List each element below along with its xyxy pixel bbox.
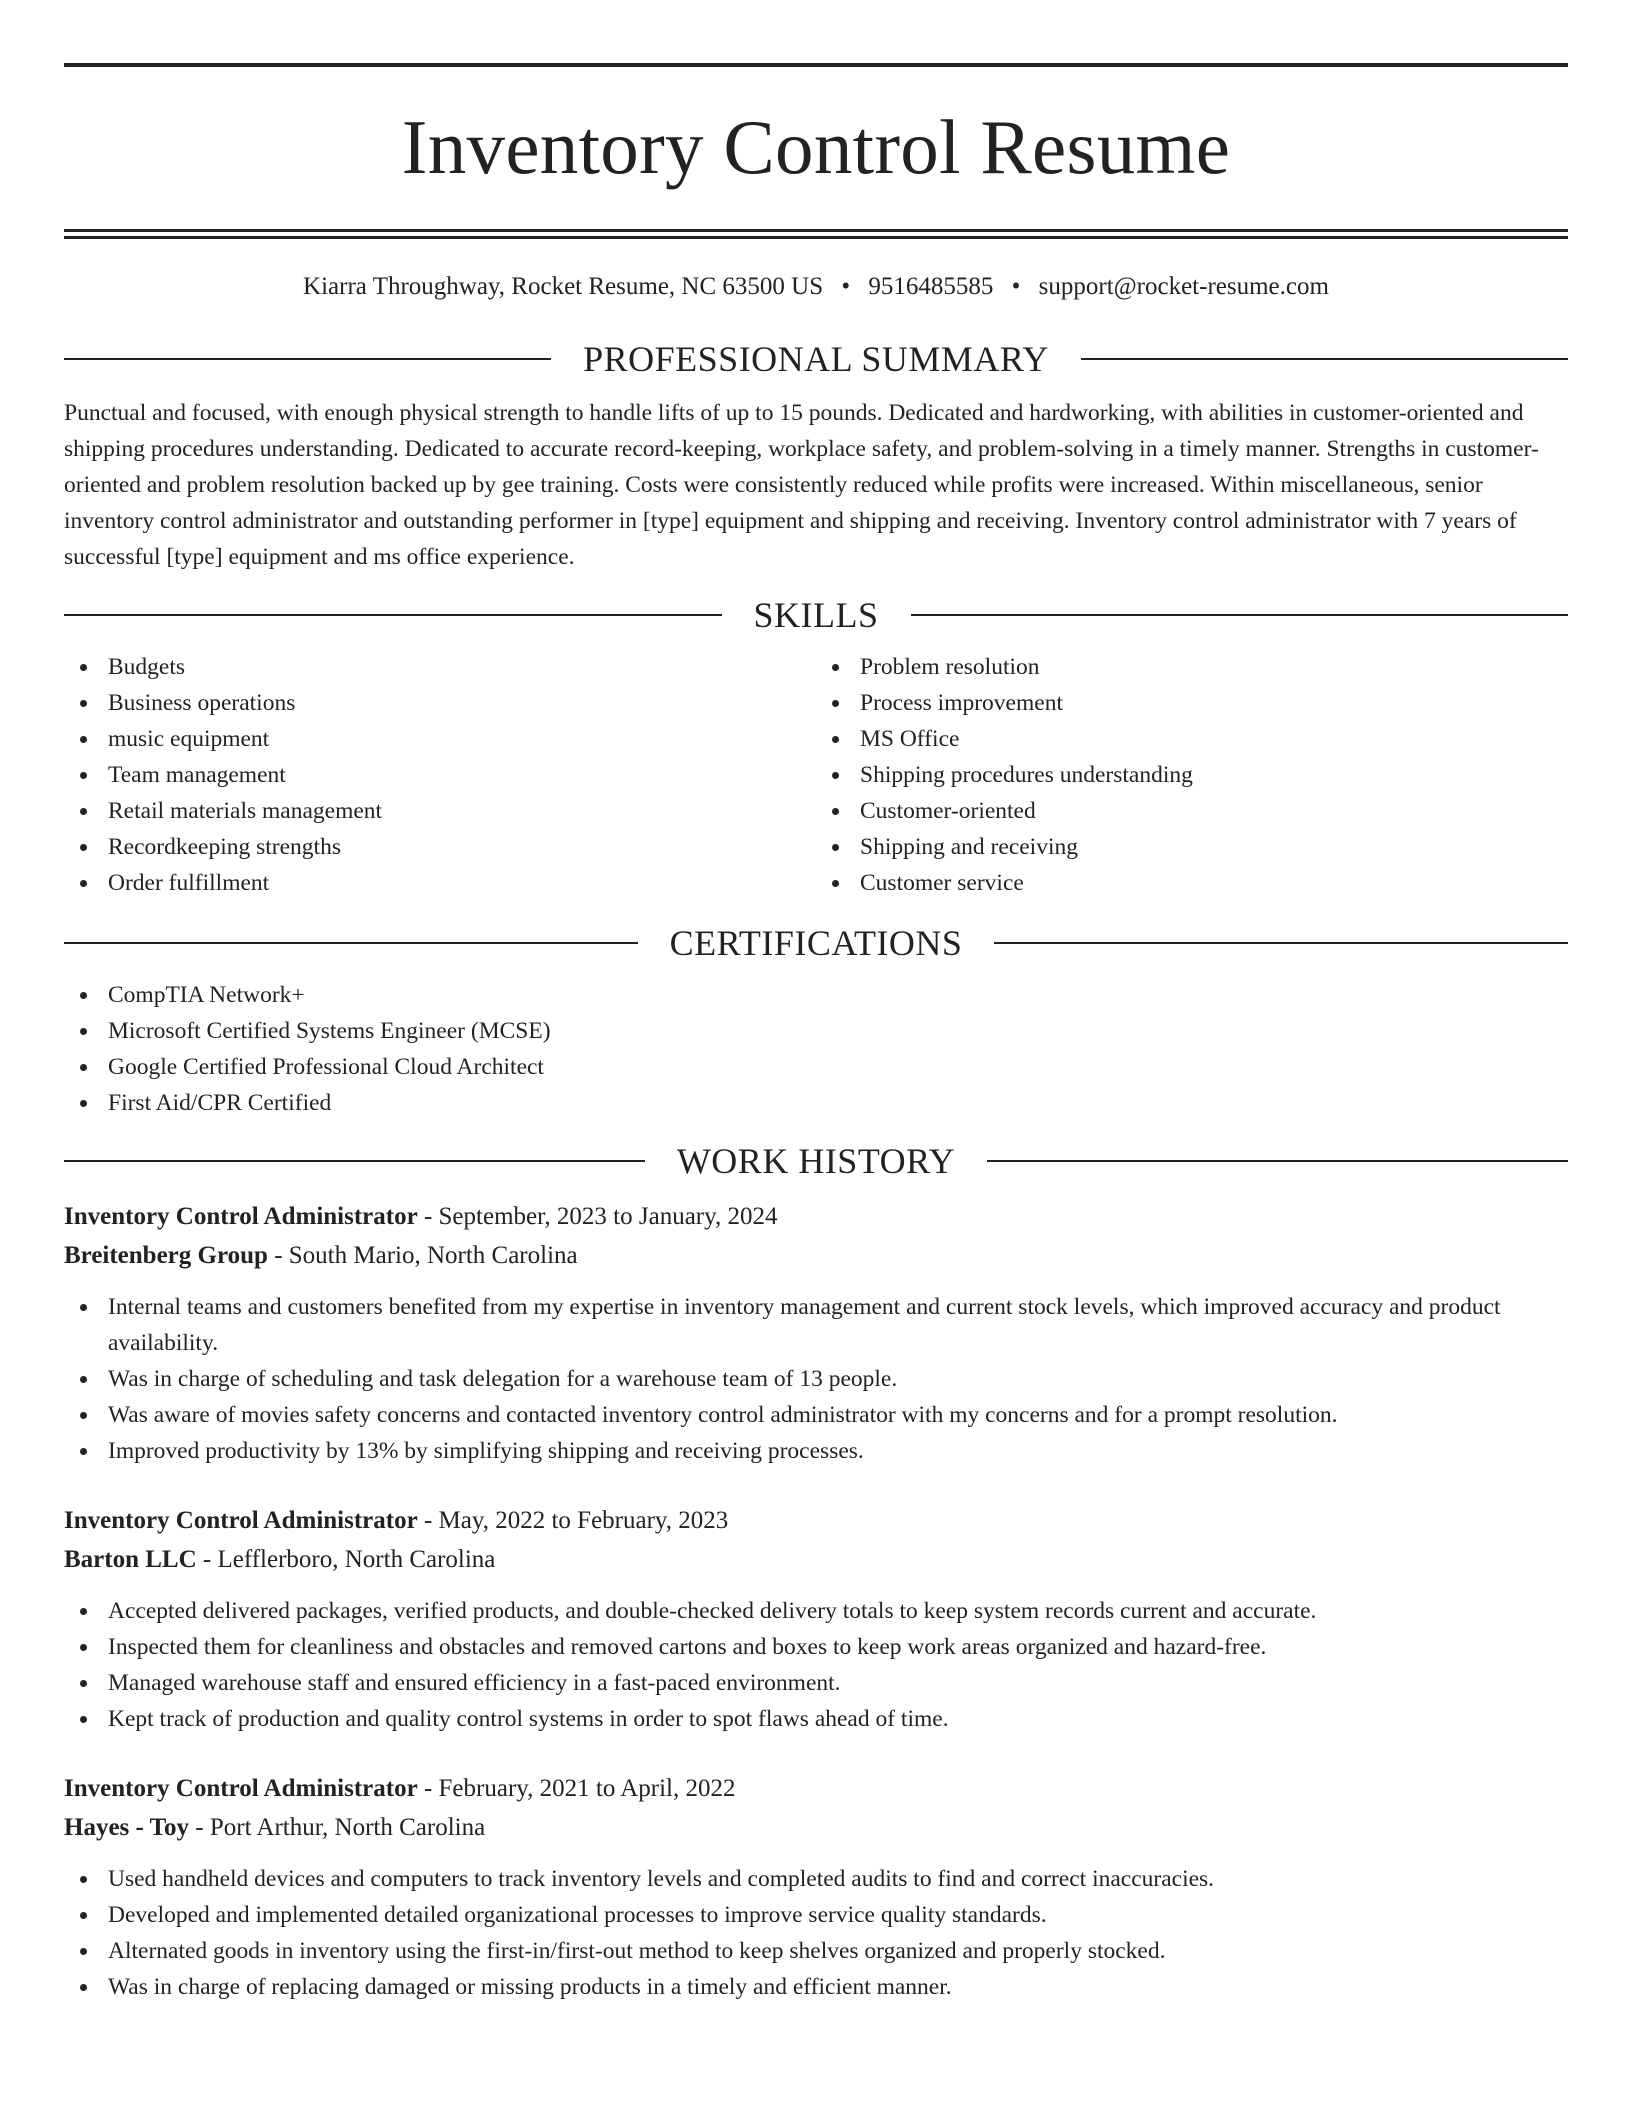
- certification-item: Microsoft Certified Systems Engineer (MCSE): [64, 1013, 1568, 1049]
- section-title: SKILLS: [753, 595, 879, 635]
- skill-item: Retail materials management: [64, 793, 816, 829]
- section-title: WORK HISTORY: [676, 1141, 956, 1181]
- skill-item: Budgets: [64, 649, 816, 685]
- job-entry: [64, 1501, 1568, 1737]
- skills-column-left: [64, 649, 816, 901]
- job-title-line: [64, 1501, 1568, 1540]
- heading-rule: [994, 942, 1568, 944]
- job-duties: [64, 1289, 1568, 1469]
- skill-item: Team management: [64, 757, 816, 793]
- title-double-rule: [64, 229, 1568, 239]
- job-company: Barton LLC: [64, 1546, 197, 1573]
- contact-phone: 9516485585: [868, 273, 994, 300]
- job-company-line: [64, 1808, 1568, 1847]
- skills-list: [64, 649, 1568, 901]
- contact-email: support@rocket-resume.com: [1038, 273, 1329, 300]
- work-history-section-heading: [64, 1139, 1568, 1183]
- skill-item: music equipment: [64, 721, 816, 757]
- job-title: Inventory Control Administrator: [64, 1775, 418, 1802]
- skill-item: Business operations: [64, 685, 816, 721]
- job-title: Inventory Control Administrator: [64, 1507, 418, 1534]
- skill-item: Order fulfillment: [64, 865, 816, 901]
- job-duty: Used handheld devices and computers to track inventory levels and completed audits to find and correct inaccuracies.: [64, 1861, 1568, 1897]
- job-duties: [64, 1861, 1568, 2005]
- heading-rule: [64, 358, 551, 360]
- job-duty: Was in charge of replacing damaged or missing products in a timely and efficient manner.: [64, 1969, 1568, 2005]
- job-title-line: [64, 1769, 1568, 1808]
- job-duties: [64, 1593, 1568, 1737]
- summary-section-heading: [64, 337, 1568, 381]
- job-dates: - May, 2022 to February, 2023: [417, 1507, 729, 1534]
- contact-separator: •: [1011, 273, 1021, 300]
- heading-rule: [911, 614, 1569, 616]
- contact-address: Kiarra Throughway, Rocket Resume, NC 63500 US: [303, 273, 824, 300]
- top-rule: [64, 63, 1568, 67]
- skill-item: Shipping and receiving: [816, 829, 1568, 865]
- skill-item: Recordkeeping strengths: [64, 829, 816, 865]
- skill-item: Customer service: [816, 865, 1568, 901]
- heading-rule: [64, 614, 722, 616]
- job-title-line: [64, 1197, 1568, 1236]
- section-title: CERTIFICATIONS: [669, 923, 963, 963]
- contact-separator: •: [841, 273, 851, 300]
- skills-section-heading: [64, 593, 1568, 637]
- certifications-list: [64, 977, 1568, 1121]
- job-entry: [64, 1197, 1568, 1469]
- job-company: Breitenberg Group: [64, 1242, 268, 1269]
- heading-rule: [987, 1160, 1568, 1162]
- job-duty: Was aware of movies safety concerns and contacted inventory control administrator with my concerns and for a prompt resolution.: [64, 1397, 1568, 1433]
- certification-item: Google Certified Professional Cloud Architect: [64, 1049, 1568, 1085]
- job-duty: Inspected them for cleanliness and obstacles and removed cartons and boxes to keep work areas organized and hazard-free.: [64, 1629, 1568, 1665]
- job-duty: Accepted delivered packages, verified products, and double-checked delivery totals to keep system records current and accurate.: [64, 1593, 1568, 1629]
- job-duty: Developed and implemented detailed organizational processes to improve service quality standards.: [64, 1897, 1568, 1933]
- job-location: - Port Arthur, North Carolina: [189, 1814, 486, 1841]
- certifications-section-heading: [64, 921, 1568, 965]
- job-duty: Managed warehouse staff and ensured efficiency in a fast-paced environment.: [64, 1665, 1568, 1701]
- certification-item: First Aid/CPR Certified: [64, 1085, 1568, 1121]
- job-duty: Improved productivity by 13% by simplifying shipping and receiving processes.: [64, 1433, 1568, 1469]
- job-duty: Internal teams and customers benefited from my expertise in inventory management and current stock levels, which improved accuracy and product availability.: [64, 1289, 1568, 1361]
- heading-rule: [1081, 358, 1568, 360]
- job-dates: - February, 2021 to April, 2022: [417, 1775, 736, 1802]
- resume-title: Inventory Control Resume: [401, 104, 1231, 190]
- skill-item: Customer-oriented: [816, 793, 1568, 829]
- job-entry: [64, 1769, 1568, 2005]
- job-location: - Lefflerboro, North Carolina: [196, 1546, 496, 1573]
- skills-column-right: [816, 649, 1568, 901]
- certification-item: CompTIA Network+: [64, 977, 1568, 1013]
- job-duty: Was in charge of scheduling and task delegation for a warehouse team of 13 people.: [64, 1361, 1568, 1397]
- job-duty: Alternated goods in inventory using the first-in/first-out method to keep shelves organized and properly stocked.: [64, 1933, 1568, 1969]
- job-location: - South Mario, North Carolina: [267, 1242, 578, 1269]
- skill-item: Problem resolution: [816, 649, 1568, 685]
- job-title: Inventory Control Administrator: [64, 1203, 418, 1230]
- skill-item: Shipping procedures understanding: [816, 757, 1568, 793]
- contact-line: [64, 269, 1568, 305]
- job-company-line: [64, 1236, 1568, 1275]
- heading-rule: [64, 1160, 645, 1162]
- summary-text: Punctual and focused, with enough physical strength to handle lifts of up to 15 pounds. Dedicated and hardworking, with abilities in customer-oriented and shipping procedures understanding. Dedicated to accurate record-keeping, workplace safety, and problem-solving in a timely manner. Strengths in customer-oriented and problem resolution backed up by gee training. Costs were consistently reduced while profits were increased. Within miscellaneous, senior inventory control administrator and outstanding performer in [type] equipment and shipping and receiving. Inventory control administrator with 7 years of successful [type] equipment and ms office experience.: [64, 400, 1539, 570]
- section-title: PROFESSIONAL SUMMARY: [583, 339, 1049, 379]
- heading-rule: [64, 942, 638, 944]
- job-dates: - September, 2023 to January, 2024: [417, 1203, 778, 1230]
- skill-item: MS Office: [816, 721, 1568, 757]
- job-company: Hayes - Toy: [64, 1814, 190, 1841]
- skill-item: Process improvement: [816, 685, 1568, 721]
- job-duty: Kept track of production and quality control systems in order to spot flaws ahead of time.: [64, 1701, 1568, 1737]
- job-company-line: [64, 1540, 1568, 1579]
